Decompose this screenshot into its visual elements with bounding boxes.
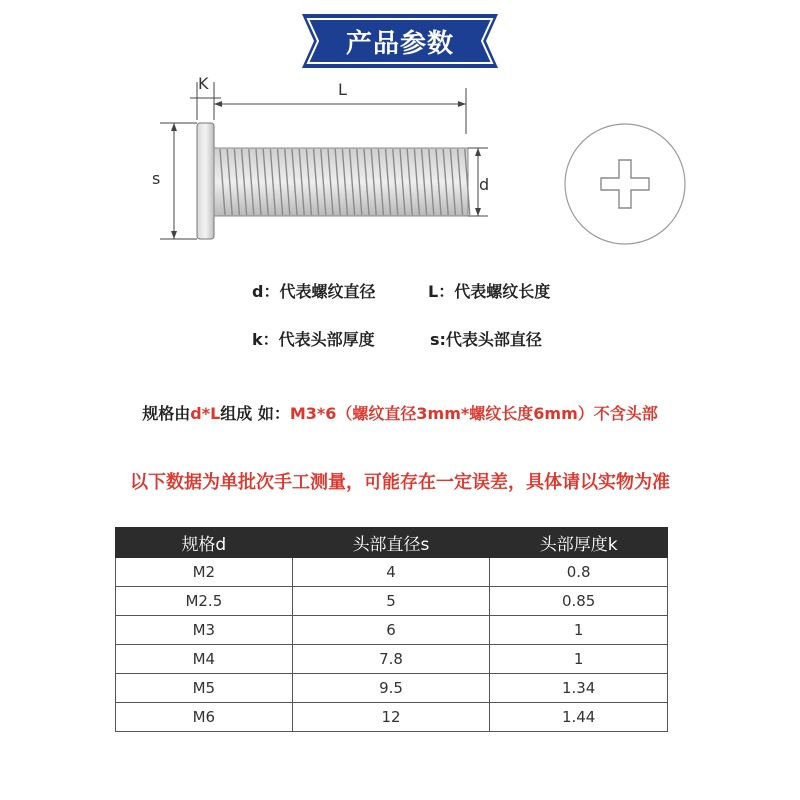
table-header-row [116, 528, 668, 558]
measurement-disclaimer: 以下数据为单批次手工测量，可能存在一定误差，具体请以实物为准 [130, 472, 670, 493]
dimension-label-s: s [152, 169, 161, 188]
header-head-diameter: 头部直径s [292, 528, 490, 558]
screw-side-view-diagram [140, 70, 500, 250]
cell-size: M2.5 [116, 587, 293, 616]
cell-head-diameter: 4 [292, 558, 490, 587]
table-row [116, 558, 668, 587]
dimension-label-k: K [198, 74, 209, 93]
cell-size: M4 [116, 645, 293, 674]
table-row [116, 674, 668, 703]
cell-head-thickness: 1 [490, 645, 668, 674]
screw-drawing [140, 70, 500, 250]
spec-format-example: M3*6（螺纹直径3mm*螺纹长度6mm）不含头部 [289, 404, 658, 423]
table-row [116, 703, 668, 732]
table-row [116, 587, 668, 616]
dimension-label-d: d [479, 175, 490, 194]
cell-size: M6 [116, 703, 293, 732]
cell-head-diameter: 12 [292, 703, 490, 732]
cell-head-thickness: 1.44 [490, 703, 668, 732]
cell-head-diameter: 9.5 [292, 674, 490, 703]
phillips-head-icon [563, 122, 687, 246]
spec-format-description [0, 401, 800, 424]
cell-size: M5 [116, 674, 293, 703]
cell-head-diameter: 6 [292, 616, 490, 645]
cell-head-diameter: 5 [292, 587, 490, 616]
header-size: 规格d [116, 528, 293, 558]
title-banner [296, 10, 504, 72]
legend-head-thickness: k：代表头部厚度 [252, 330, 375, 349]
table-row [116, 645, 668, 674]
cell-head-thickness: 1 [490, 616, 668, 645]
spec-format-formula: d*L [190, 404, 221, 423]
header-head-thickness: 头部厚度k [490, 528, 668, 558]
cell-head-thickness: 0.85 [490, 587, 668, 616]
dimension-label-l: L [338, 80, 347, 99]
cell-head-thickness: 1.34 [490, 674, 668, 703]
cell-head-diameter: 7.8 [292, 645, 490, 674]
spec-format-middle: 组成 如： [220, 404, 290, 423]
cell-size: M2 [116, 558, 293, 587]
spec-format-prefix: 规格由 [142, 404, 191, 423]
legend-thread-diameter: d：代表螺纹直径 [252, 282, 376, 301]
screw-head-top-view [563, 122, 687, 246]
cell-size: M3 [116, 616, 293, 645]
banner-title: 产品参数 [345, 28, 454, 59]
cell-head-thickness: 0.8 [490, 558, 668, 587]
spec-table [115, 527, 668, 732]
legend-thread-length: L：代表螺纹长度 [428, 282, 551, 301]
legend-head-diameter: s:代表头部直径 [430, 330, 542, 349]
table-row [116, 616, 668, 645]
